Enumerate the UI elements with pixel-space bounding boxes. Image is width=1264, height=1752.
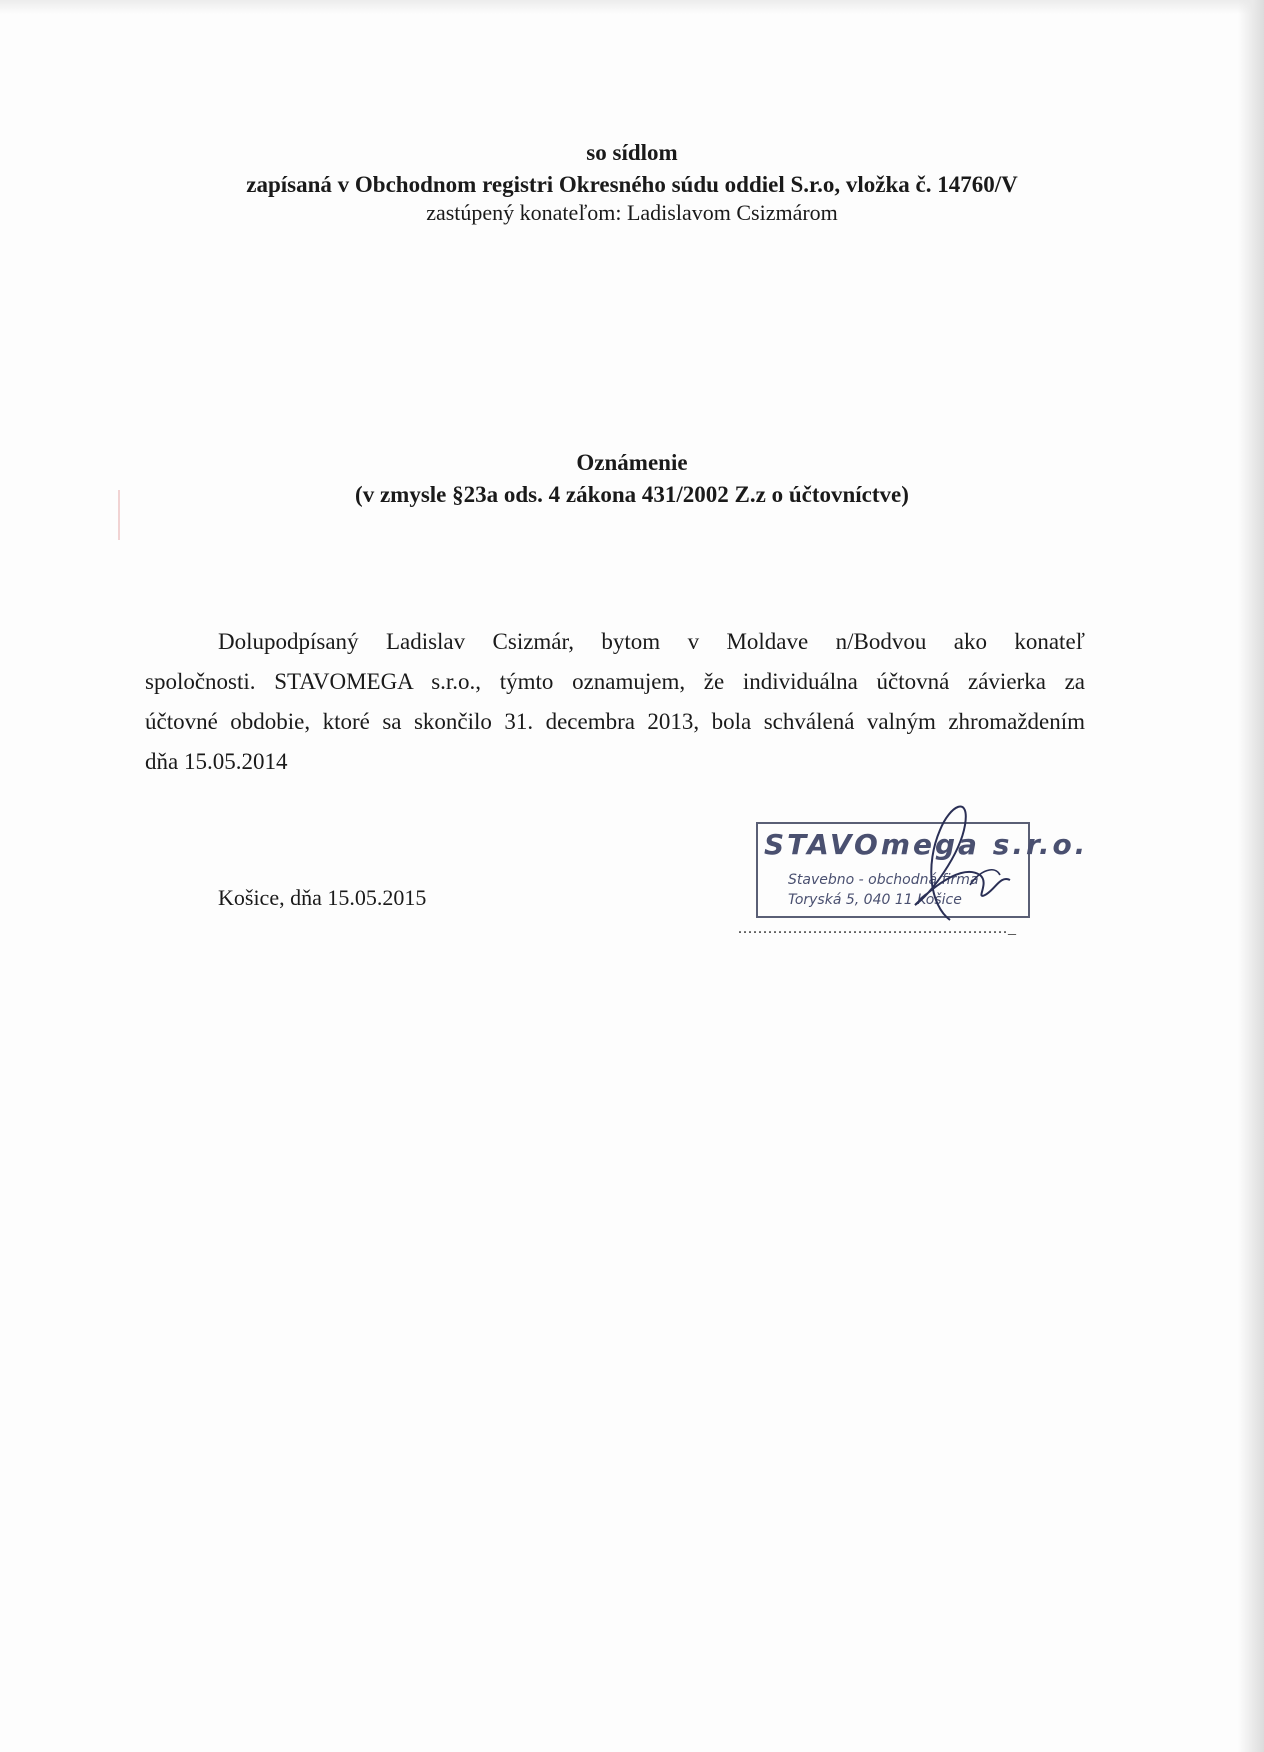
scan-edge-top — [0, 0, 1264, 14]
stamp-company-type: Stavebno - obchodná firma — [788, 872, 979, 888]
body-line-1: Dolupodpísaný Ladislav Csizmár, bytom v Moldave n/Bodvou ako konateľ — [218, 629, 1085, 654]
body-line-4: dňa 15.05.2014 — [145, 749, 288, 774]
body-line-2: spoločnosti. STAVOMEGA s.r.o., týmto oznamujem, že individuálna účtovná závierka za — [145, 669, 1085, 694]
place-and-date: Košice, dňa 15.05.2015 — [218, 885, 427, 910]
notice-legal-basis: (v zmysle §23a ods. 4 zákona 431/2002 Z.z o účtovníctve) — [355, 482, 909, 507]
stamp-company-name: STAVOmega s.r.o. — [764, 828, 1089, 861]
signature-line: ......................................................_ — [738, 920, 1017, 937]
handwritten-signature — [870, 785, 1030, 925]
header-representative-line: zastúpený konateľom: Ladislavom Csizmárom — [426, 200, 838, 225]
body-line-3: účtovné obdobie, ktoré sa skončilo 31. decembra 2013, bola schválená valným zhromaždením — [145, 709, 1085, 734]
scan-edge-right — [1238, 0, 1264, 1752]
stamp-address: Toryská 5, 040 11 Košice — [788, 892, 962, 908]
notice-title: Oznámenie — [576, 450, 688, 475]
header-seat-line: so sídlom — [586, 140, 678, 165]
header-registry-line: zapísaná v Obchodnom registri Okresného súdu oddiel S.r.o, vložka č. 14760/V — [246, 172, 1018, 197]
